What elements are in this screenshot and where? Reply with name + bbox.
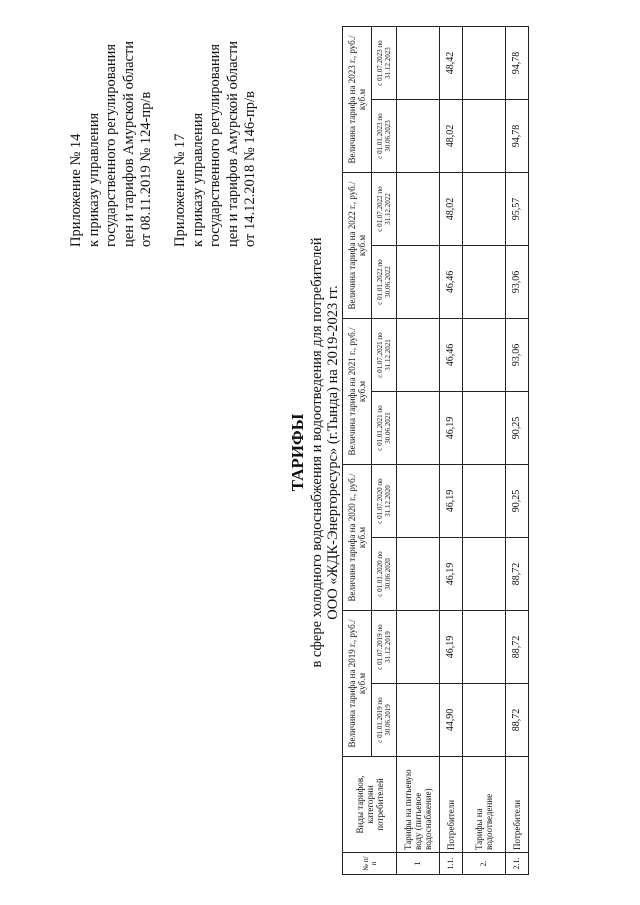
appendix-14-line: к приказу управления — [85, 112, 102, 247]
table-cell — [397, 27, 440, 100]
tariff-value: 95,57 — [506, 173, 529, 246]
table-cell — [463, 538, 506, 611]
col-header-no: № п/п — [343, 853, 397, 875]
col-header-year-2022: Величина тарифа на 2022 г., руб./куб.м — [343, 173, 372, 319]
period-header: с 01.01.2021 по 30.06.2021 — [372, 392, 397, 465]
tariff-value: 90,25 — [506, 465, 529, 538]
appendix-14-line: государственного регулирования — [103, 43, 119, 247]
table-cell — [397, 319, 440, 392]
period-header: с 01.01.2019 по 30.06.2019 — [372, 684, 397, 757]
col-header-year-2023: Величина тарифа на 2023 г., руб./куб.м — [343, 27, 372, 173]
period-header: с 01.07.2021 по 31.12.2021 — [372, 319, 397, 392]
row-name: Потребители — [506, 757, 529, 853]
period-header: с 01.07.2020 по 31.12.2020 — [372, 465, 397, 538]
tariff-value: 94,78 — [506, 27, 529, 100]
appendix-17-line: от 14.12.2018 № 146-пр/в — [242, 91, 258, 247]
title-line-2: в сфере холодного водоснабжения и водоотведения для потребителей — [309, 237, 325, 668]
appendix-17-header — [172, 41, 260, 247]
title-main: ТАРИФЫ — [288, 413, 307, 492]
period-header: с 01.01.2020 по 30.06.2020 — [372, 538, 397, 611]
appendix-14-header — [68, 41, 156, 247]
table-cell — [463, 100, 506, 173]
tariff-value: 46,46 — [440, 319, 463, 392]
table-cell — [397, 465, 440, 538]
appendix-17-line: цен и тарифов Амурской области — [224, 40, 241, 247]
col-header-year-2019: Величина тарифа на 2019 г., руб./куб.м — [343, 611, 372, 757]
period-header: с 01.01.2023 по 30.06.2023 — [372, 100, 397, 173]
appendix-17-line: Приложение № 17 — [172, 133, 188, 247]
table-cell — [463, 319, 506, 392]
table-cell — [463, 173, 506, 246]
tariff-value: 46,19 — [440, 392, 463, 465]
table-cell — [397, 684, 440, 757]
col-header-kind: Виды тарифов, категории потребителей — [343, 757, 397, 853]
tariff-value: 46,19 — [440, 538, 463, 611]
tariff-value: 94,78 — [506, 100, 529, 173]
table-cell — [463, 27, 506, 100]
row-name: Тарифы на водоотведение — [463, 757, 506, 853]
period-header: с 01.01.2022 по 30.06.2022 — [372, 246, 397, 319]
tariff-value: 48,02 — [440, 100, 463, 173]
tariff-value: 90,25 — [506, 392, 529, 465]
table-cell — [463, 246, 506, 319]
table-cell — [397, 392, 440, 465]
table-cell — [397, 100, 440, 173]
table-row — [440, 27, 463, 875]
tariff-value: 93,06 — [506, 319, 529, 392]
row-name: Тарифы на питьевую воду (питьевое водоснабжение) — [397, 757, 440, 853]
table-cell — [397, 246, 440, 319]
row-no: 2.1. — [506, 853, 529, 875]
row-no: 2. — [463, 853, 506, 875]
tariff-value: 46,46 — [440, 246, 463, 319]
document-title — [289, 0, 341, 905]
appendix-14-line: от 08.11.2019 № 124-пр/в — [138, 91, 154, 247]
table-subheader-row — [372, 27, 397, 875]
period-header: с 01.07.2023 по 31.12.2023 — [372, 27, 397, 100]
table-cell — [397, 173, 440, 246]
table-cell — [463, 465, 506, 538]
table-cell — [463, 611, 506, 684]
tariff-table — [342, 26, 529, 875]
table-row — [506, 27, 529, 875]
table-row — [397, 27, 440, 875]
table-cell — [397, 611, 440, 684]
table-cell — [397, 538, 440, 611]
table-cell — [463, 392, 506, 465]
tariff-value: 46,19 — [440, 465, 463, 538]
tariff-value: 93,06 — [506, 246, 529, 319]
col-header-year-2021: Величина тарифа на 2021 г., руб./куб.м — [343, 319, 372, 465]
row-name: Потребители — [440, 757, 463, 853]
col-header-year-2020: Величина тарифа на 2020 г., руб./куб.м — [343, 465, 372, 611]
appendix-14-line: Приложение № 14 — [68, 133, 84, 247]
tariff-value: 88,72 — [506, 611, 529, 684]
appendix-17-line: государственного регулирования — [207, 43, 223, 247]
table-cell — [463, 684, 506, 757]
appendix-17-line: к приказу управления — [189, 112, 206, 247]
table-row — [463, 27, 506, 875]
row-no: 1.1. — [440, 853, 463, 875]
period-header: с 01.07.2019 по 31.12.2019 — [372, 611, 397, 684]
tariff-value: 44,90 — [440, 684, 463, 757]
tariff-value: 88,72 — [506, 538, 529, 611]
period-header: с 01.07.2022 по 31.12.2022 — [372, 173, 397, 246]
table-header-row — [343, 27, 372, 875]
row-no: 1 — [397, 853, 440, 875]
tariff-value: 46,19 — [440, 611, 463, 684]
title-line-3: ООО «ЖДК-Энергоресурс» (г.Тында) на 2019-2023 гг. — [325, 285, 341, 620]
tariff-value: 88,72 — [506, 684, 529, 757]
tariff-value: 48,02 — [440, 173, 463, 246]
appendix-14-line: цен и тарифов Амурской области — [120, 40, 137, 247]
tariff-value: 48,42 — [440, 27, 463, 100]
